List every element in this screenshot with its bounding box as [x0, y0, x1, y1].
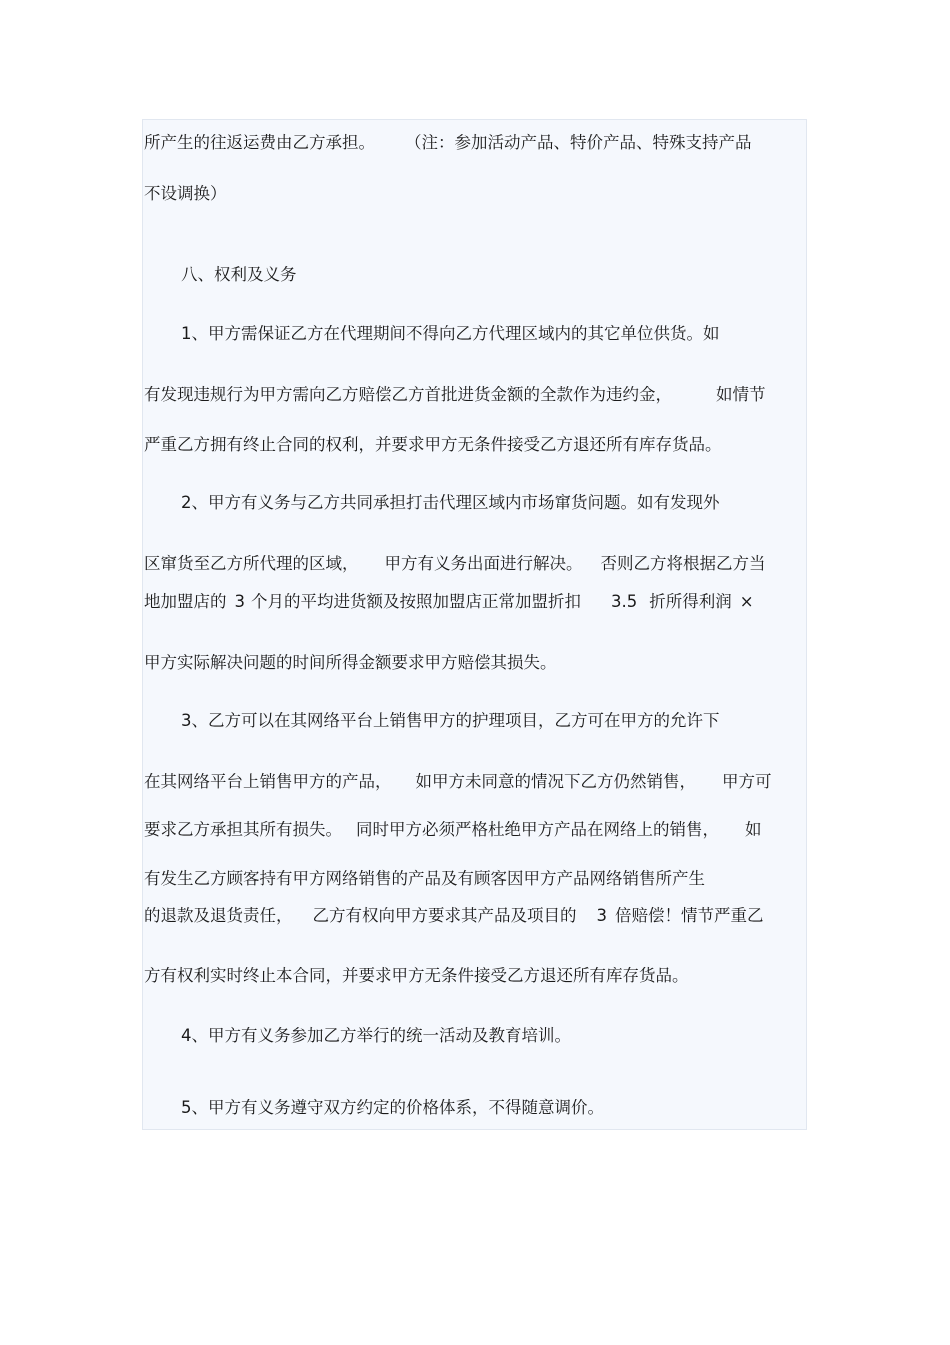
- text-line: [144, 383, 766, 407]
- text-segment: 个月的平均进货额及按照加盟店正常加盟折扣: [251, 592, 581, 611]
- text-segment: 如甲方未同意的情况下乙方仍然销售，: [415, 772, 696, 791]
- text-segment: 乙方有权向甲方要求其产品及项目的: [312, 906, 577, 925]
- text-line: [181, 322, 720, 346]
- text-segment: 甲方有义务出面进行解决。: [384, 554, 583, 573]
- text-segment: 如: [745, 820, 762, 839]
- text-segment: （注：参加活动产品、特价产品、特殊支持产品: [405, 133, 752, 152]
- text-segment: 3: [234, 592, 245, 611]
- text-line: [144, 964, 689, 988]
- text-segment: 同时甲方必须严格杜绝甲方产品在网络上的销售，: [356, 820, 719, 839]
- text-segment: 有发现违规行为甲方需向乙方赔偿乙方首批进货金额的全款作为违约金，: [144, 385, 672, 404]
- text-segment: 折所得利润: [649, 592, 732, 611]
- text-segment: 方有权利实时终止本合同，并要求甲方无条件接受乙方退还所有库存货品。: [144, 966, 689, 985]
- heading-text: 八、权利及义务: [181, 265, 297, 284]
- text-segment: 不设调换）: [144, 184, 227, 203]
- text-line: [144, 590, 754, 614]
- text-line: [144, 651, 557, 675]
- text-segment: 要求乙方承担其所有损失。: [144, 820, 342, 839]
- text-segment: 所产生的往返运费由乙方承担。: [144, 133, 375, 152]
- text-segment: 5、甲方有义务遵守双方约定的价格体系，不得随意调价。: [181, 1098, 604, 1117]
- text-segment: 3.5: [611, 592, 638, 611]
- text-segment: 2、甲方有义务与乙方共同承担打击代理区域内市场窜货问题。如有发现外: [181, 493, 720, 512]
- text-line: [144, 904, 764, 928]
- text-line: [144, 182, 227, 206]
- text-segment: 甲方可: [722, 772, 772, 791]
- text-segment: 倍赔偿！情节严重乙: [615, 906, 764, 925]
- text-segment: 严重乙方拥有终止合同的权利，并要求甲方无条件接受乙方退还所有库存货品。: [144, 435, 722, 454]
- text-segment: 有发生乙方顾客持有甲方网络销售的产品及有顾客因甲方产品网络销售所产生: [144, 869, 705, 888]
- text-segment: 地加盟店的: [144, 592, 227, 611]
- text-line: [144, 867, 705, 891]
- text-segment: 3: [596, 906, 607, 925]
- text-segment: 的退款及退货责任，: [144, 906, 293, 925]
- text-segment: 如情节: [716, 385, 766, 404]
- text-line: [144, 433, 722, 457]
- text-segment: 1、甲方需保证乙方在代理期间不得向乙方代理区域内的其它单位供货。如: [181, 324, 720, 343]
- text-segment: 在其网络平台上销售甲方的产品，: [144, 772, 392, 791]
- text-line: [144, 552, 766, 576]
- text-segment: ×: [739, 592, 754, 611]
- text-segment: 3、乙方可以在其网络平台上销售甲方的护理项目，乙方可在甲方的允许下: [181, 711, 720, 730]
- text-line: [144, 770, 772, 794]
- text-segment: 区窜货至乙方所代理的区域，: [144, 554, 359, 573]
- text-line: [181, 709, 720, 733]
- text-segment: 甲方实际解决问题的时间所得金额要求甲方赔偿其损失。: [144, 653, 557, 672]
- text-line: [181, 1024, 571, 1048]
- section-heading: [181, 263, 297, 287]
- text-segment: 否则乙方将根据乙方当: [600, 554, 766, 573]
- text-line: [144, 131, 752, 155]
- text-line: [144, 818, 762, 842]
- text-segment: 4、甲方有义务参加乙方举行的统一活动及教育培训。: [181, 1026, 571, 1045]
- text-line: [181, 1096, 604, 1120]
- text-line: [181, 491, 720, 515]
